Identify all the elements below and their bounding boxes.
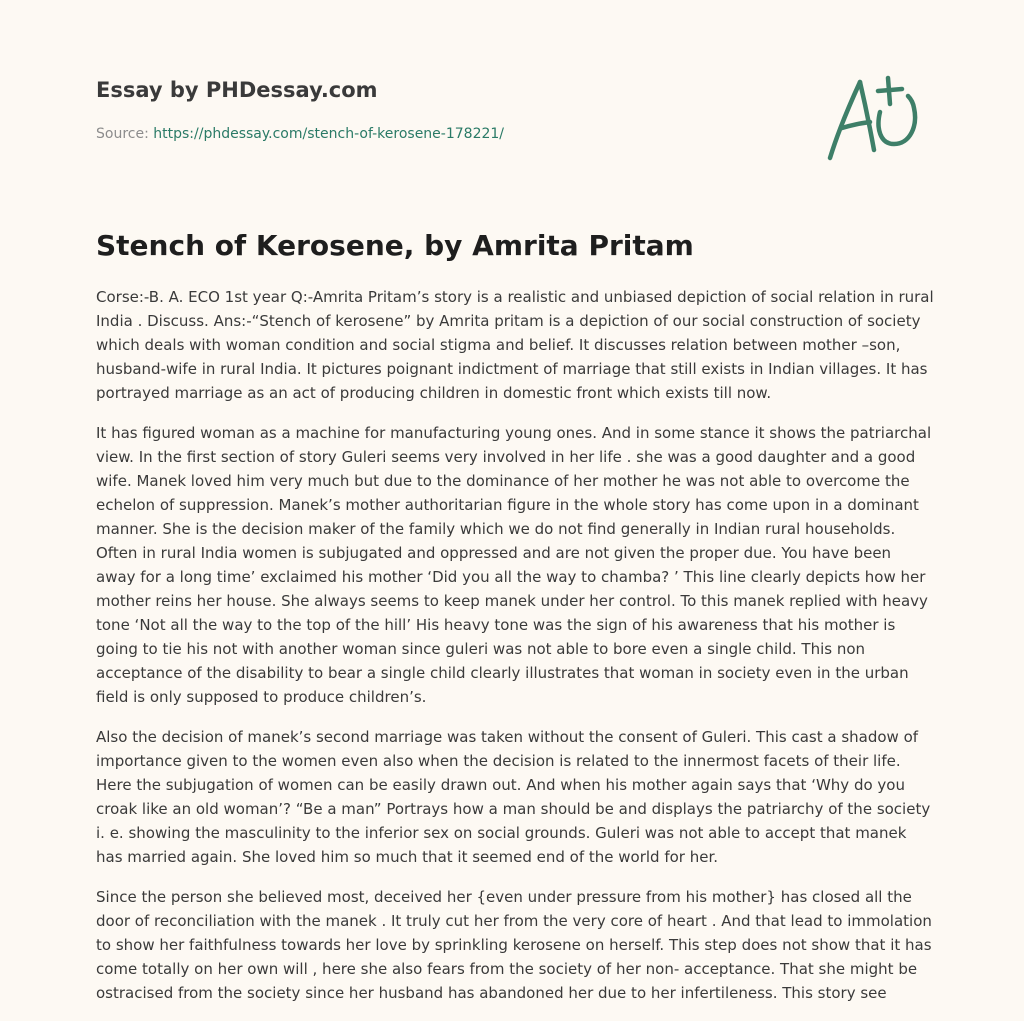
essay-paragraph: Corse:-B. A. ECO 1st year Q:-Amrita Pritam’s story is a realistic and unbiased depiction of social relation in rural India . Discuss. Ans:-“Stench of kerosene” by Amrita pritam is a depiction of our social construction of society which deals with woman condition and social stigma and belief. It discusses relation between mother –son, husband-wife in rural India. It pictures poignant indictment of marriage that still exists in Indian villages. It has portrayed marriage as an act of producing children in domestic front which exists till now. (96, 288, 934, 402)
essay-body (96, 285, 934, 1021)
essay-paragraph: Also the decision of manek’s second marriage was taken without the consent of Guleri. This cast a shadow of importance given to the women even also when the decision is related to the innermost facets of their life. Here the subjugation of women can be easily drawn out. And when his mother again says that ‘Why do you croak like an old woman’? “Be a man” Portrays how a man should be and displays the patriarchy of the society i. e. showing the masculinity to the inferior sex on social grounds. Guleri was not able to accept that manek has married again. She loved him so much that it seemed end of the world for her. (96, 728, 931, 866)
a-plus-grade-icon (818, 64, 930, 170)
source-label: Source: (96, 126, 154, 142)
essay-paragraph: Since the person she believed most, deceived her {even under pressure from his mother} has closed all the door of reconciliation with the manek . It truly cut her from the very core of heart . And that lead to immolation to show her faithfulness towards her love by sprinkling kerosene on herself. This step does not show that it has come totally on her own will , here she also fears from the society of her non- acceptance. That she might be ostracised from the society since her husband has abandoned her due to her infertileness. This story see (96, 888, 932, 1002)
essay-paragraph: It has figured woman as a machine for manufacturing young ones. And in some stance it shows the patriarchal view. In the first section of story Guleri seems very involved in her life . she was a good daughter and a good wife. Manek loved him very much but due to the dominance of her mother he was not able to overcome the echelon of suppression. Manek’s mother authoritarian figure in the whole story has come upon in a dominant manner. She is the decision maker of the family which we do not find generally in Indian rural households. Often in rural India women is subjugated and oppressed and are not given the proper due. You have been away for a long time’ exclaimed his mother ‘Did you all the way to chamba? ’ This line clearly depicts how her mother reins her house. She always seems to keep manek under her control. To this manek replied with heavy tone ‘Not all the way to the top of the hill’ His heavy tone was the sign of his awareness that his mother is going to tie his not with another woman since guleri was not able to bore even a single child. This non acceptance of the disability to bear a single child clearly illustrates that woman in society even in the urban field is only supposed to produce children’s. (96, 424, 932, 706)
source-line (96, 124, 736, 144)
essay-title: Stench of Kerosene, by Amrita Pritam (96, 229, 694, 262)
page-header (96, 76, 736, 144)
source-link[interactable]: https://phdessay.com/stench-of-kerosene-178221/ (153, 126, 505, 142)
site-title: Essay by PHDessay.com (96, 78, 378, 102)
